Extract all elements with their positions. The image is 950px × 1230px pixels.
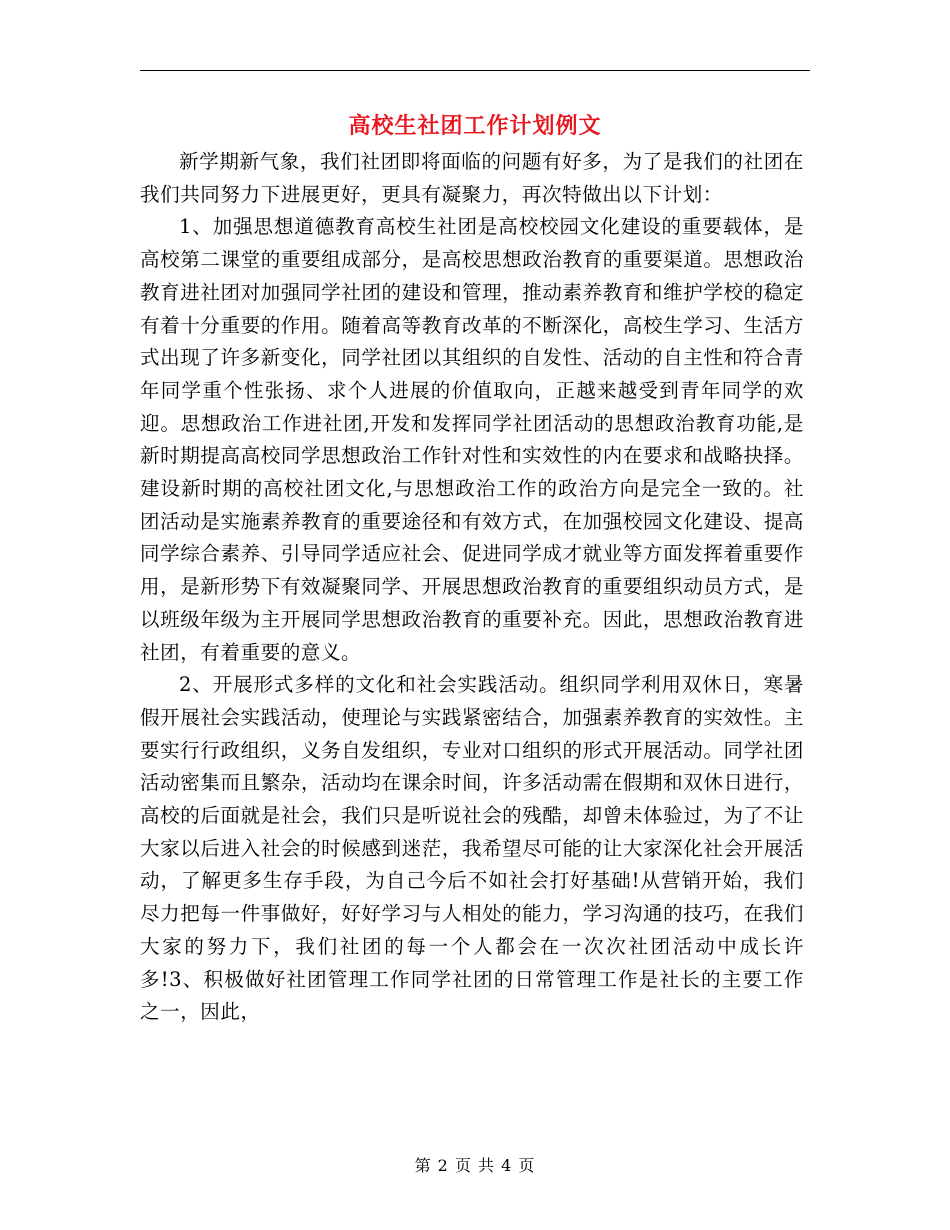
paragraph-intro: 新学期新气象，我们社团即将面临的问题有好多，为了是我们的社团在我们共同努力下进展更好，更具有凝聚力，再次特做出以下计划： [140, 150, 804, 206]
header-rule [140, 70, 810, 71]
paragraph-2: 2、开展形式多样的文化和社会实践活动。组织同学利用双休日，寒暑假开展社会实践活动，使理论与实践紧密结合，加强素养教育的实效性。主要实行行政组织，义务自发组织，专业对口组织的形式开展活动。同学社团活动密集而且繁杂，活动均在课余时间，许多活动需在假期和双休日进行，高校的后面就是社会，我们只是听说社会的残酷，却曾未体验过，为了不让大家以后进入社会的时候感到迷茫，我希望尽可能的让大家深化社会开展活动，了解更多生存手段，为自己今后不如社会打好基础!从营销开始，我们尽力把每一件事做好，好好学习与人相处的能力，学习沟通的技巧，在我们大家的努力下，我们社团的每一个人都会在一次次社团活动中成长许多!3、积极做好社团管理工作同学社团的日常管理工作是社长的主要工作之一，因此， [140, 673, 804, 1024]
page-number: 第 2 页 共 4 页 [414, 1156, 536, 1175]
paragraph-1: 1、加强思想道德教育高校生社团是高校校园文化建设的重要载体，是高校第二课堂的重要组成部分，是高校思想政治教育的重要渠道。思想政治教育进社团对加强同学社团的建设和管理，推动素养教育和维护学校的稳定有着十分重要的作用。随着高等教育改革的不断深化，高校生学习、生活方式出现了许多新变化，同学社团以其组织的自发性、活动的自主性和符合青年同学重个性张扬、求个人进展的价值取向，正越来越受到青年同学的欢迎。思想政治工作进社团,开发和发挥同学社团活动的思想政治教育功能,是新时期提高高校同学思想政治工作针对性和实效性的内在要求和战略抉择。 建设新时期的高校社团文化,与思想政治工作的政治方向是完全一致的。社团活动是实施素养教育的重要途径和有效方式，在加强校园文化建设、提高同学综合素养、引导同学适应社会、促进同学成才就业等方面发挥着重要作用，是新形势下有效凝聚同学、开展思想政治教育的重要组织动员方式，是以班级年级为主开展同学思想政治教育的重要补充。因此，思想政治教育进社团，有着重要的意义。 [140, 215, 804, 664]
document-title: 高校生社团工作计划例文 [348, 113, 602, 139]
document-body [140, 146, 804, 1029]
